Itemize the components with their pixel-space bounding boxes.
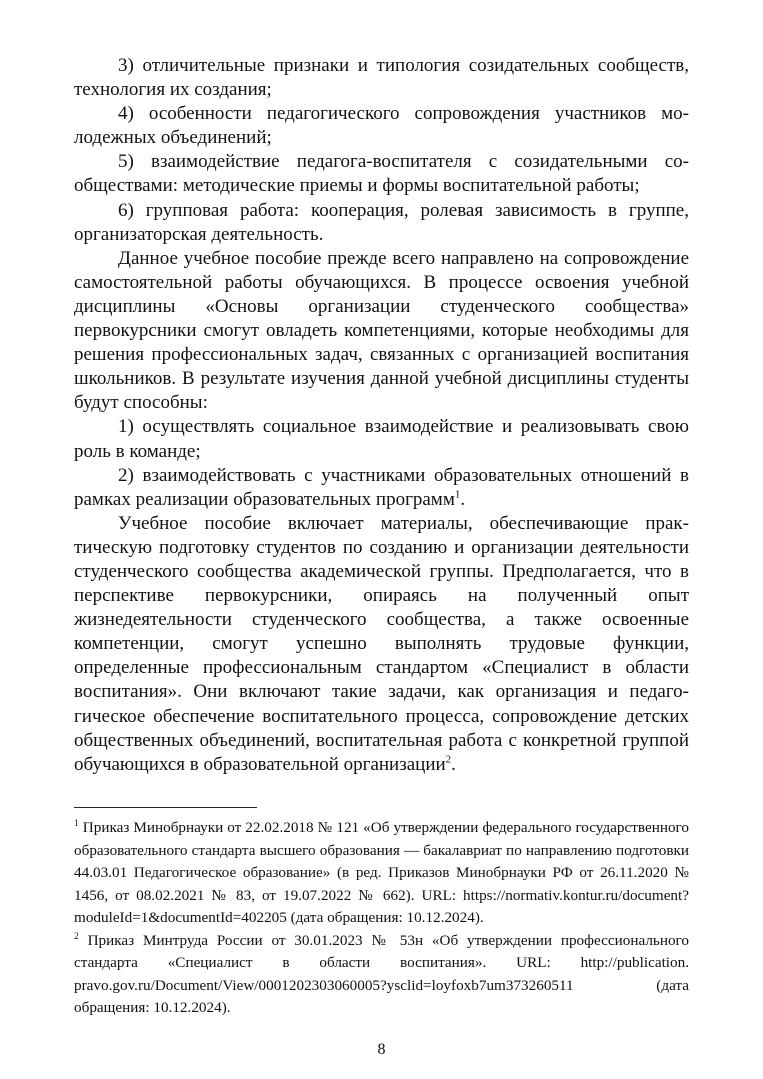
paragraph-practical-end: . (451, 753, 456, 775)
footnotes (74, 817, 689, 1020)
list-item-5: 5) взаимодействие педагога-воспитателя с созидательными сообществами: методические приемы и формы воспитательной работы; (74, 151, 689, 197)
footnote-1-marker: 1 (74, 818, 79, 829)
footnote-divider (74, 807, 257, 808)
main-text (74, 54, 689, 777)
list-item-3: 3) отличительные признаки и типология созидательных сообществ, технология их создания; (74, 55, 689, 101)
footnote-2-marker: 2 (74, 931, 79, 942)
paragraph-practical-text: Учебное пособие включает материалы, обеспечивающие практическую подготовку студентов по созданию и организации деятельности студенческого сообщества академической группы. Предполагается, что в перспективе первокурсники, опираясь на полученный опыт жизнедеятельности студенческого сообщества, а также освоенные компетенции, смогут успешно выполнять трудовые функции, определенные профессиональным стандартом «Специалист в области воспитания». Они включают такие задачи, как организация и педагогическое обеспечение воспитательного процесса, сопровождение детских общественных объединений, воспитательная работа с конкретной группой обучающихся в образовательной организации (74, 512, 689, 775)
footnote-1-text: Приказ Минобрнауки от 22.02.2018 № 121 «Об утверждении федерального государственного образовательного стандарта высшего образования — бакалавриат по направлению подготовки 44.03.01 Педагогическое образование» (в ред. Приказов Минобрнауки РФ от 26.11.2020 № 1456, от 08.02.2021 № 83, от 19.07.2022 № 662). URL: https://normativ.kontur.ru/document?moduleId=1&do​cumentId=402205 (дата обращения: 10.12.2024). (74, 819, 689, 926)
list-item-4: 4) особенности педагогического сопровождения участников молодежных объединений; (74, 103, 689, 149)
footnote-2-text: Приказ Минтруда России от 30.01.2023 № 53н «Об утверждении профессионального стандарта «Специалист в области воспитания». URL: http://publication.​pravo.gov.ru/Document/View/0001202303060005?ysclid=loyfoxb7um373260511 (дата обращения: 10.12.2024). (74, 931, 689, 1016)
footnote-ref-1: 1 (454, 488, 461, 501)
page-number: 8 (377, 1041, 386, 1058)
paragraph-practical (74, 512, 689, 777)
ability-item-2-end: . (460, 488, 466, 510)
ability-item-2-text: 2) взаимодействовать с участниками образовательных отношений в рамках реализации образовательных программ (74, 464, 689, 510)
ability-item-1: 1) осуществлять социальное взаимодействие и реализовывать свою роль в команде; (74, 416, 689, 462)
footnote-1 (74, 817, 689, 930)
footnote-ref-2: 2 (445, 753, 452, 766)
ability-item-2 (74, 464, 689, 512)
list-item-6: 6) групповая работа: кооперация, ролевая зависимость в группе, организаторская деятельность. (74, 199, 689, 245)
paragraph-purpose: Данное учебное пособие прежде всего направлено на сопровождение самостоятельной работы обучающихся. В процессе освоения учебной дисциплины «Основы организации студенческого сообщества» первокурсники смогут овладеть компетенциями, которые необходимы для решения профессиональных задач, связанных с организацией воспитания школьников. В результате изучения данной учебной дисциплины студенты будут способны: (74, 247, 689, 414)
footnote-2 (74, 930, 689, 1020)
